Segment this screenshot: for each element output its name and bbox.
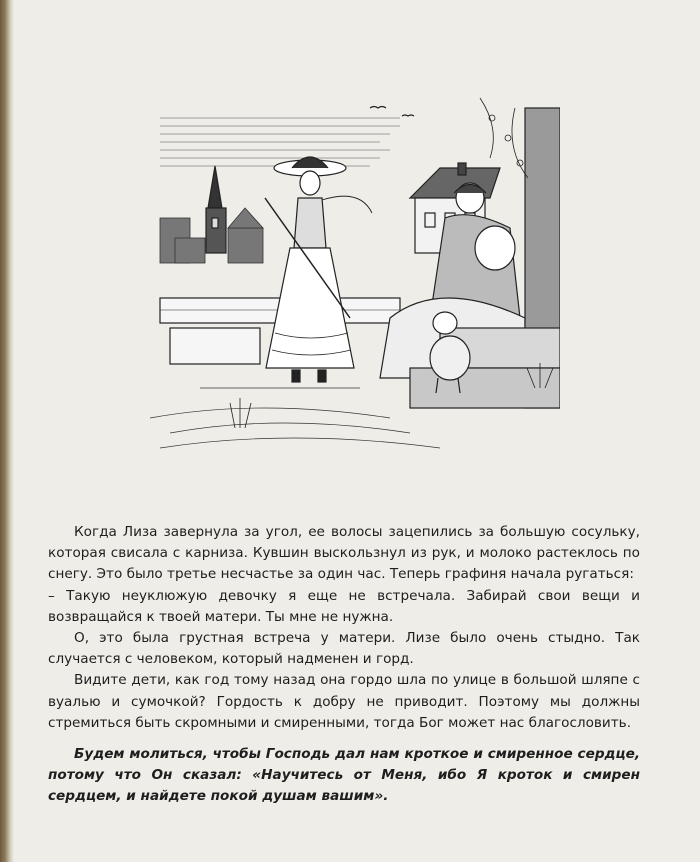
- story-paragraph-4: Видите дети, как год тому назад она гордо шла по улице в большой шляпе с вуалью и сумочкой? Гордость к добру не приводит. Поэтому мы должны стремиться быть скромными и смиренными, тогда Бог может нас благословить.: [48, 672, 640, 731]
- story-paragraph-3: О, это была грустная встреча у матери. Лизе было очень стыдно. Так случается с человеком, который надменен и горд.: [48, 630, 640, 668]
- story-paragraph-1: Когда Лиза завернула за угол, ее волосы зацепились за большую сосульку, которая свисала с карниза. Кувшин выскользнул из рук, и молоко растеклось по снегу. Это было третье несчастье за один час. Теперь графиня начала ругаться:: [48, 524, 640, 583]
- girl-figure: [265, 157, 372, 382]
- bird-icon: [370, 107, 386, 109]
- sky-hatching: [160, 118, 400, 166]
- page-binding-edge: [0, 0, 14, 862]
- ground-hatching: [150, 388, 440, 448]
- prayer-text: Будем молиться, чтобы Господь дал нам кроткое и смиренное сердце, потому что Он сказал: «Научитесь от Меня, ибо Я кроток и смирен сердцем, и найдете покой душам вашим».: [48, 746, 640, 805]
- bird-icon: [402, 115, 414, 116]
- vine-decoration: [480, 98, 528, 178]
- story-paragraph-2: – Такую неуклюжую девочку я еще не встречала. Забирай свои вещи и возвращайся к твоей матери. Ты мне не нужна.: [48, 587, 640, 625]
- church-tower: [206, 166, 226, 253]
- story-text: [48, 522, 640, 808]
- engraving-illustration: [140, 88, 560, 466]
